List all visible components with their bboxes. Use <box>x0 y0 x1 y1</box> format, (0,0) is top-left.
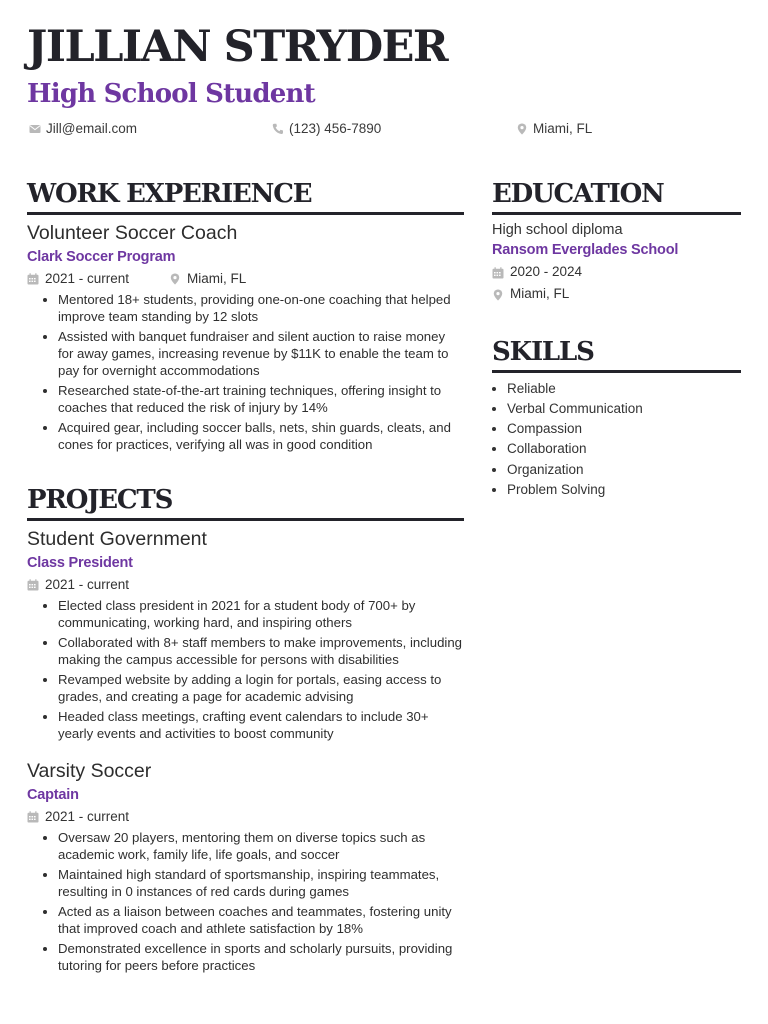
list-item: • Revamped website by adding a login for portals, easing access to grades, and creating a page for academic advising <box>58 671 464 705</box>
project-meta <box>27 576 464 595</box>
job-location <box>169 270 246 289</box>
contact-email <box>29 121 137 136</box>
map-pin-icon <box>516 123 528 135</box>
education-school: Ransom Everglades School <box>492 242 679 259</box>
location-text: Miami, FL <box>533 121 593 136</box>
skills-list <box>492 379 741 501</box>
project-bullets <box>27 597 464 742</box>
project-dates: 2021 - current <box>45 576 130 592</box>
calendar-icon <box>27 811 39 823</box>
list-item: • Problem Solving <box>507 480 741 500</box>
section-title-work-experience: WORK EXPERIENCE <box>27 178 464 215</box>
list-item: • Researched state-of-the-art training techniques, offering insight to coaches that reduced the risk of injury by 14% <box>58 382 464 416</box>
project-role: Class President <box>27 554 133 571</box>
projects-section <box>27 484 464 977</box>
list-item: • Oversaw 20 players, mentoring them on diverse topics such as academic work, family life, life goals, and soccer <box>58 829 464 863</box>
list-item: • Reliable <box>507 379 741 399</box>
section-title-education: EDUCATION <box>492 178 741 215</box>
education-location <box>492 285 741 304</box>
list-item: • Acted as a liaison between coaches and teammates, fostering unity that improved coach and athlete satisfaction by 18% <box>58 903 464 937</box>
calendar-icon <box>27 273 39 285</box>
list-item: • Demonstrated excellence in sports and scholarly pursuits, providing tutoring for peers before practices <box>58 940 464 974</box>
email-text: Jill@email.com <box>46 121 137 136</box>
job-bullets <box>27 291 464 453</box>
project-title: Varsity Soccer <box>27 759 152 782</box>
map-pin-icon <box>169 273 181 285</box>
list-item: • Maintained high standard of sportsmanship, inspiring teammates, resulting in 0 instances of red cards during games <box>58 866 464 900</box>
job-dates: 2021 - current <box>45 270 130 286</box>
project-title: Student Government <box>27 527 207 550</box>
education-location-text: Miami, FL <box>510 286 570 302</box>
map-pin-icon <box>492 289 504 301</box>
section-title-projects: PROJECTS <box>27 484 464 521</box>
education-dates-text: 2020 - 2024 <box>510 264 583 280</box>
education-dates <box>492 263 741 282</box>
candidate-name: JILLIAN STRYDER <box>27 22 448 72</box>
list-item: • Verbal Communication <box>507 399 741 419</box>
list-item: • Collaboration <box>507 439 741 459</box>
envelope-icon <box>29 123 41 135</box>
job-organization: Clark Soccer Program <box>27 248 176 265</box>
list-item: • Collaborated with 8+ staff members to make improvements, including making the campus accessible for persons with disabilities <box>58 634 464 668</box>
job-title: Volunteer Soccer Coach <box>27 221 238 244</box>
calendar-icon <box>27 579 39 591</box>
list-item: • Assisted with banquet fundraiser and silent auction to raise money for away games, increasing revenue by $11K to enable the team to pay for overnight accommodations <box>58 328 464 379</box>
skills-section <box>492 336 741 500</box>
section-title-skills: SKILLS <box>492 336 741 373</box>
list-item: • Headed class meetings, crafting event calendars to include 30+ yearly events and activities to boost community <box>58 708 464 742</box>
phone-icon <box>272 123 284 135</box>
phone-text: (123) 456-7890 <box>289 121 382 136</box>
project-dates: 2021 - current <box>45 808 130 824</box>
list-item: • Elected class president in 2021 for a student body of 700+ by communicating, working hard, and inspiring others <box>58 597 464 631</box>
list-item: • Mentored 18+ students, providing one-on-one coaching that helped improve team standing by 12 slots <box>58 291 464 325</box>
contact-phone <box>272 121 381 136</box>
job-location-text: Miami, FL <box>187 270 247 286</box>
candidate-role: High School Student <box>27 79 315 109</box>
job-meta <box>27 270 464 289</box>
project-bullets <box>27 829 464 974</box>
project-meta <box>27 808 464 827</box>
work-experience-section <box>27 178 464 456</box>
contact-location <box>516 121 592 136</box>
project-role: Captain <box>27 786 79 803</box>
calendar-icon <box>492 267 504 279</box>
list-item: • Organization <box>507 460 741 480</box>
list-item: • Compassion <box>507 419 741 439</box>
list-item: • Acquired gear, including soccer balls, nets, shin guards, cleats, and cones for practices, verifying all was in good condition <box>58 419 464 453</box>
education-section <box>492 178 741 304</box>
education-degree: High school diploma <box>492 221 623 238</box>
